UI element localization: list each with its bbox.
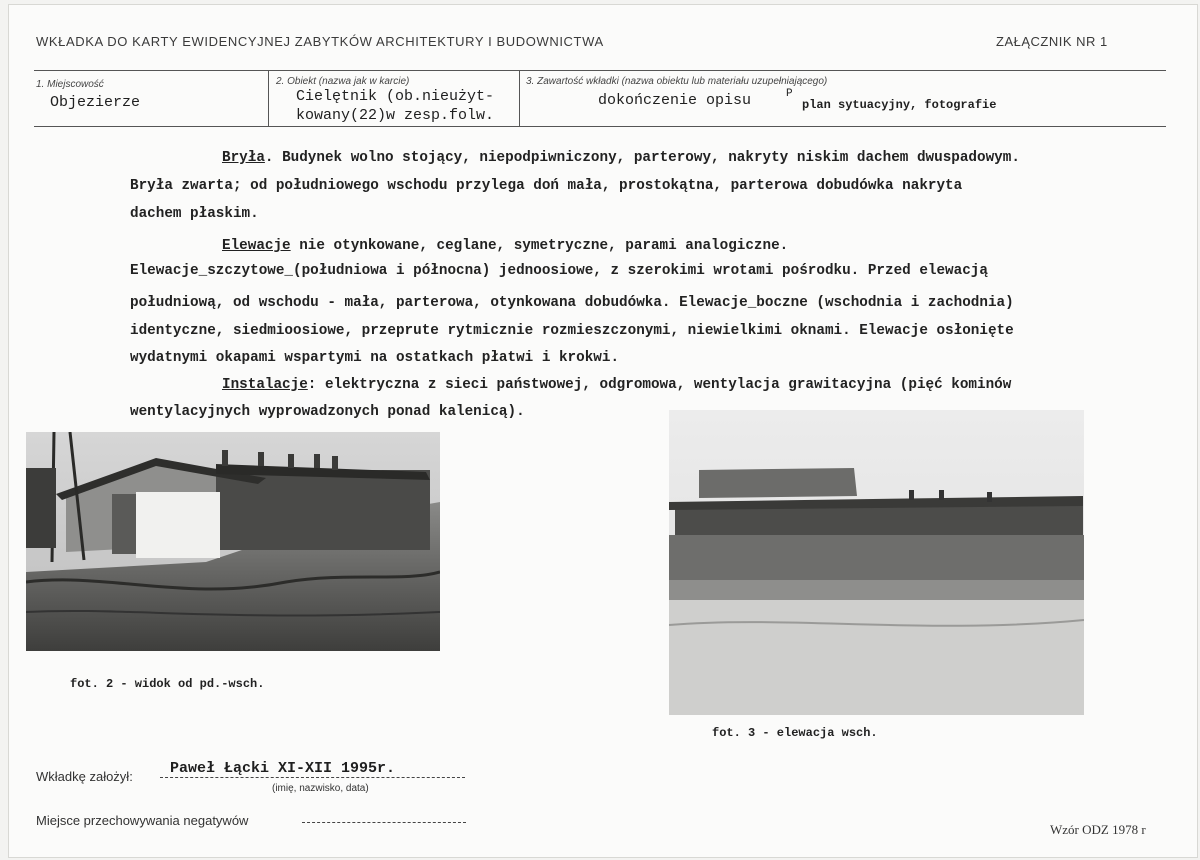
body-line-6-text-a: południową, od wschodu - mała, parterowa, otynkowana dobudówka. [130, 295, 680, 311]
field-1-value: Objezierze [50, 94, 141, 111]
form-mark: Wzór ODZ 1978 r [1050, 822, 1146, 837]
heading-instalacje: Instalacje [222, 377, 308, 393]
field-2-line-1: Cielętnik (ob.nieużyt- [296, 88, 495, 105]
photo-2-caption: fot. 2 - widok od pd.-wsch. [70, 677, 265, 691]
founded-by-label: Wkładkę założył: [36, 769, 133, 784]
body-line-4-text: nie otynkowane, ceglane, symetryczne, parami analogiczne. [290, 238, 789, 254]
heading-bryla: Bryła [222, 150, 265, 166]
negatives-location-label: Miejsce przechowywania negatywów [36, 813, 249, 828]
table-top-rule [34, 70, 1166, 71]
body-line-4 [222, 238, 1200, 254]
field-2-label: 2. Obiekt (nazwa jak w karcie) [276, 76, 410, 87]
body-line-10: wentylacyjnych wyprowadzonych ponad kalenicą). [130, 404, 525, 420]
photo-2-image [26, 432, 440, 651]
body-line-8: wydatnymi okapami wspartymi na ostatkach płatwi i krokwi. [130, 350, 620, 366]
table-bottom-rule [34, 126, 1166, 127]
body-line-5-text: (południowa i północna) jednoosiowe, z szerokimi wrotami pośrodku. Przed elewacją [293, 263, 988, 279]
body-line-1 [222, 150, 1200, 166]
founded-by-hint: (imię, nazwisko, data) [272, 783, 369, 794]
field-2-value [296, 87, 494, 125]
table-divider-1 [268, 70, 269, 127]
heading-elewacje-boczne: Elewacje_boczne [679, 295, 808, 311]
body-line-5 [130, 263, 1180, 279]
body-line-9-text: : elektryczna z sieci państwowej, odgromowa, wentylacja grawitacyjna (pięć kominów [307, 377, 1012, 393]
field-3-plan: plan sytuacyjny, fotografie [802, 98, 997, 112]
heading-elewacje-szczytowe: Elewacje_szczytowe_ [130, 263, 294, 279]
body-line-6-text-b: (wschodnia i zachodnia) [807, 295, 1014, 311]
field-3-superscript: P [786, 88, 793, 100]
form-title: WKŁADKA DO KARTY EWIDENCYJNEJ ZABYTKÓW ARCHITEKTURY I BUDOWNICTWA [36, 34, 604, 49]
field-3-value: dokończenie opisu [598, 92, 752, 109]
negatives-location-line [302, 822, 466, 823]
body-line-9 [222, 377, 1200, 393]
body-line-6 [130, 295, 1180, 311]
table-divider-2 [519, 70, 520, 127]
photo-3-caption: fot. 3 - elewacja wsch. [712, 726, 878, 740]
body-line-3: dachem płaskim. [130, 206, 259, 222]
founded-by-value: Paweł Łącki XI-XII 1995r. [170, 760, 396, 777]
founded-by-line [160, 777, 465, 778]
field-1-label: 1. Miejscowość [36, 79, 104, 90]
field-2-line-2: kowany(22)w zesp.folw. [296, 107, 495, 124]
body-line-7: identyczne, siedmioosiowe, przeprute rytmicznie rozmieszczonymi, niewielkimi oknami. Elewacje osłonięte [130, 323, 1014, 339]
body-line-2: Bryła zwarta; od południowego wschodu przylega doń mała, prostokątna, parterowa dobudówka nakryta [130, 178, 963, 194]
annex-number: ZAŁĄCZNIK NR 1 [996, 34, 1108, 49]
field-3-label: 3. Zawartość wkładki (nazwa obiektu lub materiału uzupełniającego) [526, 76, 828, 87]
photo-3-image [669, 410, 1084, 715]
heading-elewacje: Elewacje [222, 238, 291, 254]
body-line-1-text: . Budynek wolno stojący, niepodpiwniczony, parterowy, nakryty niskim dachem dwuspadowym. [264, 150, 1020, 166]
